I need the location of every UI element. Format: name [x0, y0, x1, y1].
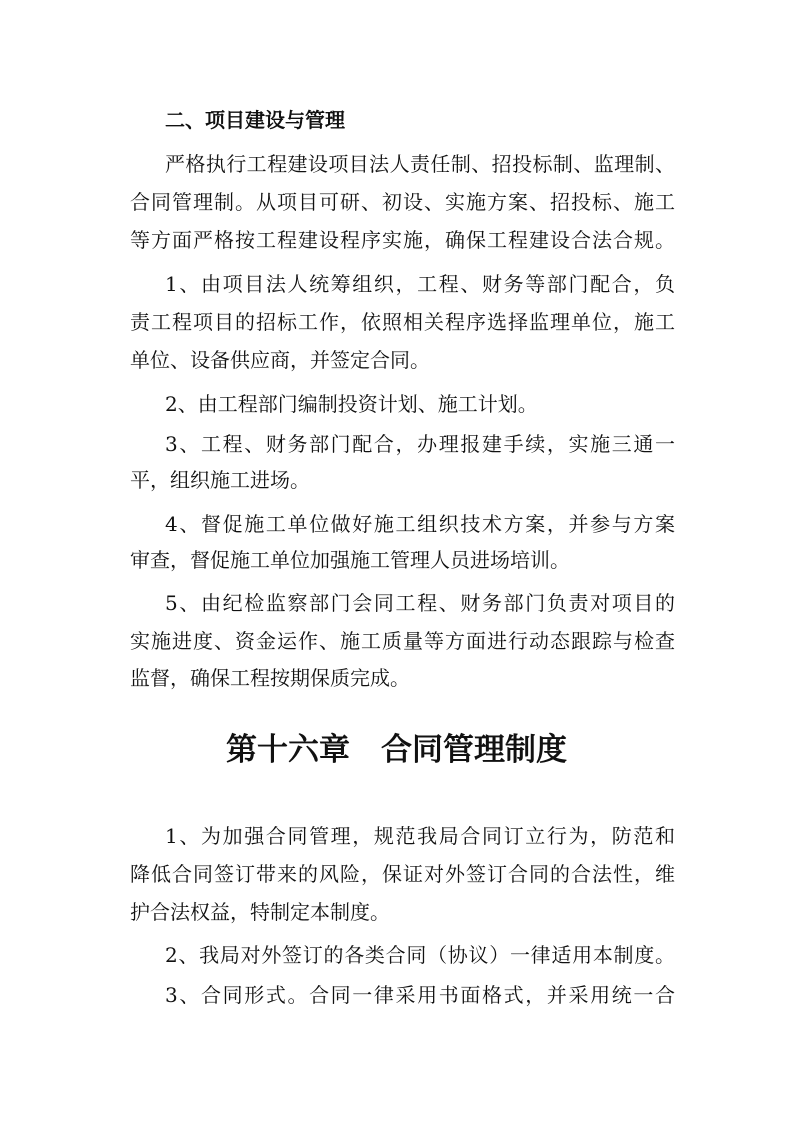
paragraph-line: 责工程项目的招标工作，依照相关程序选择监理单位，施工: [130, 310, 675, 334]
paragraph-line: 1、由项目法人统筹组织，工程、财务等部门配合，负: [165, 272, 675, 296]
paragraph-line: 等方面严格按工程建设程序实施，确保工程建设合法合规。: [130, 228, 675, 252]
paragraph-line: 5、由纪检监察部门会同工程、财务部门负责对项目的: [165, 591, 675, 615]
paragraph-line: 2、我局对外签订的各类合同（协议）一律适用本制度。: [165, 943, 675, 967]
paragraph-line: 实施进度、资金运作、施工质量等方面进行动态跟踪与检查: [130, 629, 675, 653]
paragraph-line: 降低合同签订带来的风险，保证对外签订合同的合法性，维: [130, 862, 675, 886]
paragraph-line: 护合法权益，特制定本制度。: [130, 900, 390, 924]
paragraph-line: 单位、设备供应商，并签定合同。: [130, 348, 430, 372]
paragraph-line: 严格执行工程建设项目法人责任制、招投标制、监理制、: [165, 152, 675, 176]
paragraph-line: 1、为加强合同管理，规范我局合同订立行为，防范和: [165, 824, 675, 848]
paragraph-line: 监督，确保工程按期保质完成。: [130, 666, 410, 690]
paragraph-line: 审查，督促施工单位加强施工管理人员进场培训。: [130, 548, 570, 572]
paragraph-line: 4、督促施工单位做好施工组织技术方案，并参与方案: [165, 512, 675, 536]
paragraph-line: 平，组织施工进场。: [130, 468, 310, 492]
chapter-title: 第十六章 合同管理制度: [226, 732, 567, 768]
section-heading: 二、项目建设与管理: [165, 108, 345, 132]
paragraph-line: 3、合同形式。合同一律采用书面格式，并采用统一合: [165, 983, 675, 1007]
paragraph-line: 2、由工程部门编制投资计划、施工计划。: [165, 392, 538, 416]
paragraph-line: 3、工程、财务部门配合，办理报建手续，实施三通一: [165, 432, 675, 456]
paragraph-line: 合同管理制。从项目可研、初设、实施方案、招投标、施工: [130, 190, 675, 214]
